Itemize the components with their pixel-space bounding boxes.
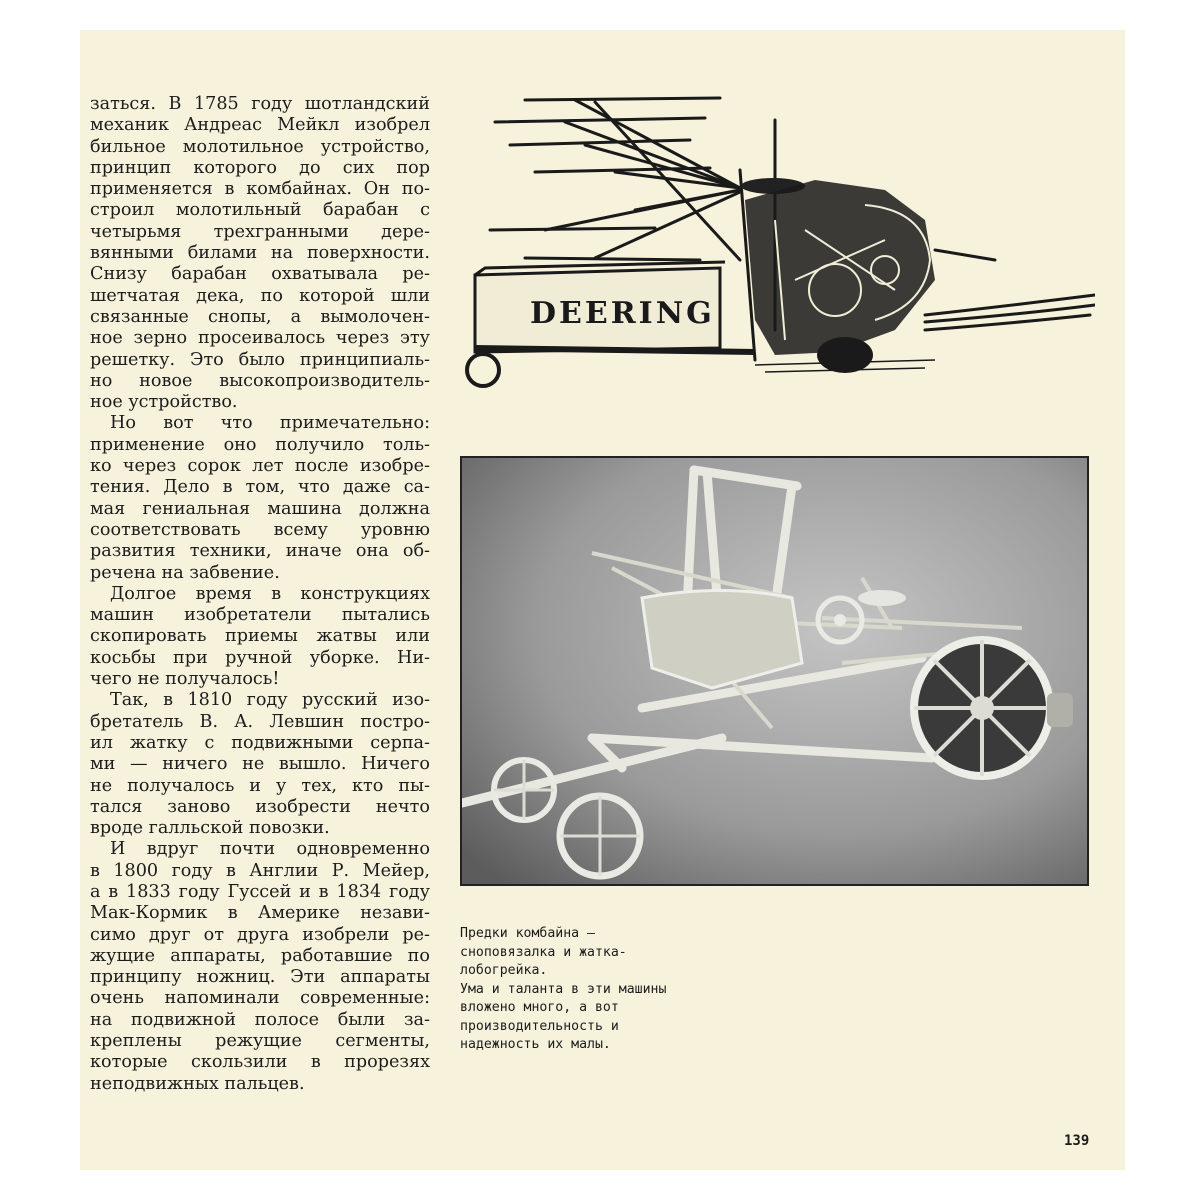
- body-text-line: применение оно получило толь-: [90, 434, 430, 455]
- body-text-line: тался заново изобрести нечто: [90, 796, 430, 817]
- caption-line: производительность и: [460, 1018, 619, 1034]
- body-text-line: развития техники, иначе она об-: [90, 541, 430, 562]
- body-text-line: которые скользили в прорезях: [90, 1052, 430, 1073]
- caption-line: надежность их малы.: [460, 1037, 611, 1052]
- body-text-line: неподвижных пальцев.: [90, 1073, 305, 1094]
- caption-line: сноповязалка и жатка-: [460, 944, 627, 960]
- body-text-line: Долгое время в конструкциях: [110, 583, 430, 604]
- body-text-line: соответствовать всему уровню: [90, 519, 430, 540]
- body-text-line: мая гениальная машина должна: [90, 498, 430, 519]
- body-text-line: а в 1833 году Гуссей и в 1834 году: [90, 881, 430, 902]
- body-text-line: не получалось и у тех, кто пы-: [90, 775, 430, 796]
- body-text-line: ми — ничего не вышло. Ничего: [90, 754, 430, 775]
- body-text-line: скопировать приемы жатвы или: [90, 626, 430, 647]
- body-text-line: связанные снопы, а вымолочен-: [90, 306, 430, 327]
- body-text-line: симо друг от друга изобрели ре-: [90, 924, 430, 945]
- body-text-line: чего не получалось!: [90, 669, 280, 690]
- body-text-line: решетку. Это было принципиаль-: [90, 349, 430, 370]
- body-text-line: на подвижной полосе были за-: [90, 1009, 430, 1030]
- body-text-line: ко через сорок лет после изобре-: [90, 456, 430, 477]
- caption-line: вложено много, а вот: [460, 1000, 619, 1015]
- figure-caption: [460, 925, 740, 1055]
- body-text-line: тения. Дело в том, что даже са-: [90, 477, 430, 498]
- body-text-line: Мак-Кормик в Америке незави-: [90, 903, 430, 924]
- body-text-line: машин изобретатели пытались: [90, 605, 430, 626]
- body-text-line: ил жатку с подвижными серпа-: [90, 732, 430, 753]
- body-text-line: креплены режущие сегменты,: [90, 1031, 430, 1052]
- body-text-line: вянными билами на поверхности.: [90, 243, 430, 264]
- caption-line: Предки комбайна —: [460, 926, 595, 941]
- body-text-line: заться. В 1785 году шотландский: [90, 94, 430, 114]
- body-text-line: ное устройство.: [90, 392, 238, 413]
- body-text: [90, 94, 430, 1095]
- page-number: 139: [1064, 1133, 1090, 1149]
- body-text-line: жущие аппараты, работавшие по: [90, 945, 430, 966]
- body-text-line: речена на забвение.: [90, 562, 280, 583]
- body-text-line: косьбы при ручной уборке. Ни-: [90, 647, 430, 668]
- body-text-line: строил молотильный барабан с: [90, 200, 430, 221]
- body-text-line: принципу ножниц. Эти аппараты: [90, 967, 430, 988]
- body-text-line: И вдруг почти одновременно: [110, 839, 430, 860]
- body-text-line: Так, в 1810 году русский изо-: [110, 690, 430, 711]
- body-text-line: вроде галльской повозки.: [90, 818, 330, 839]
- body-text-line: шетчатая дека, по которой шли: [90, 285, 430, 306]
- body-text-line: Снизу барабан охватывала ре-: [90, 264, 430, 285]
- caption-line: лобогрейка.: [460, 963, 548, 978]
- body-text-line: ное зерно просеивалось через эту: [90, 328, 430, 349]
- body-text-line: но новое высокопроизводитель-: [90, 370, 430, 391]
- body-text-line: бретатель В. А. Левшин постро-: [90, 711, 430, 732]
- body-text-line: принцип которого до сих пор: [90, 157, 430, 178]
- brand-label: DEERING: [530, 296, 715, 331]
- body-text-line: применяется в комбайнах. Он по-: [90, 179, 430, 200]
- caption-line: Ума и таланта в эти машины: [460, 981, 667, 997]
- reaper-binder-illustration: [455, 90, 1095, 400]
- body-text-line: бильное молотильное устройство,: [90, 136, 430, 157]
- body-text-line: четырьмя трехгранными дере-: [90, 221, 430, 242]
- body-text-line: Но вот что примечательно:: [110, 413, 430, 434]
- body-text-line: очень напоминали современные:: [90, 988, 430, 1009]
- reaper-photo-drawing: [462, 458, 1087, 884]
- reaper-photograph: [460, 456, 1089, 886]
- body-text-line: механик Андреас Мейкл изобрел: [90, 115, 430, 136]
- body-text-line: в 1800 году в Англии Р. Мейер,: [90, 860, 430, 881]
